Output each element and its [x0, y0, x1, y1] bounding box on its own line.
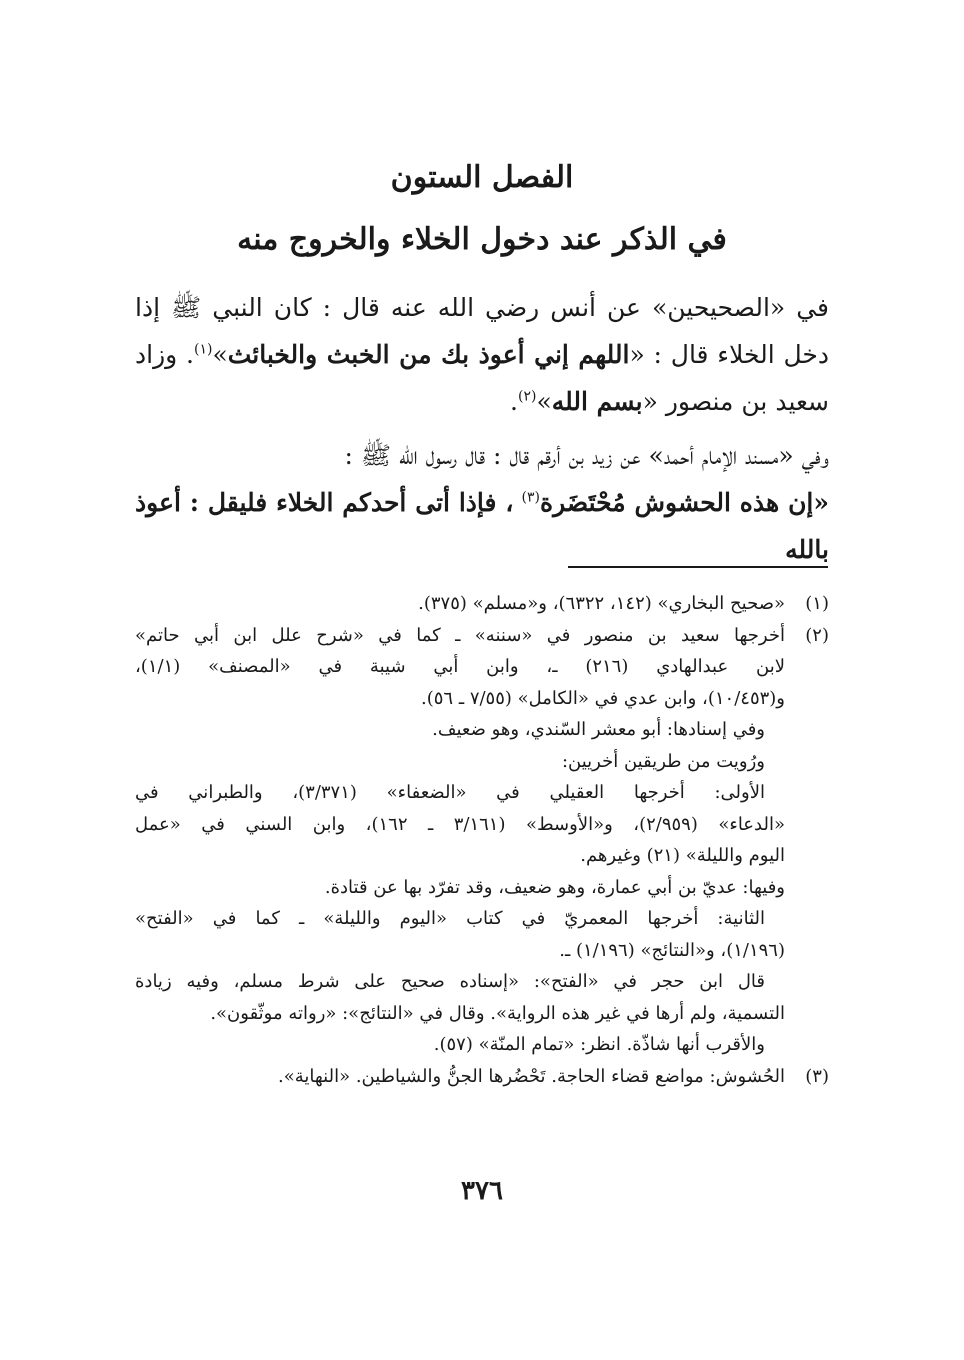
footnote-line: [135, 588, 829, 620]
footnote-line: [135, 777, 829, 809]
footnote-text: «صحيح البخاري» (١٤٢، ٦٣٢٢)، و«مسلم» (٣٧٥).: [418, 593, 785, 614]
body-paragraph-2: [135, 432, 829, 573]
footnote-text: اليوم والليلة» (٢١) وغيرهم.: [580, 845, 785, 866]
footnote-text: لابن عبدالهادي (٢١٦) ـ، وابن أبي شيبة في «المصنف» (١/١)،: [135, 656, 785, 677]
hadith-quote: «إن هذه الحشوش مُحْتَضَرة: [540, 488, 829, 517]
paragraph-text: في «الصحيحين» عن أنس رضي الله عنه قال : كان النبي ﷺ إذا دخل الخلاء قال : «: [135, 293, 830, 369]
paragraph-text: »: [212, 340, 228, 369]
footnote-line: [135, 1061, 829, 1093]
footnote-text: وفيها: عديّ بن أبي عمارة، وهو ضعيف، وقد تفرّد بها عن قتادة.: [324, 876, 785, 898]
footnote-text: والأقرب أنها شاذّة. انظر: «تمام المنّة» (٥٧).: [433, 1034, 765, 1055]
chapter-title: الفصل الستون: [390, 160, 574, 195]
chapter-subtitle: في الذكر عند دخول الخلاء والخروج منه: [237, 222, 727, 257]
footnote-line: [135, 872, 829, 904]
footnote-text: وفي إسنادها: أبو معشر السّندي، وهو ضعيف.: [432, 719, 765, 740]
footnote-text: و(١٠/٤٥٣)، وابن عدي في «الكامل» (٧/٥٥ ـ ٥٦).: [421, 687, 785, 709]
footnote-text: التسمية، ولم أرها في غير هذه الرواية». وقال في «النتائج»: «رواته موثّقون».: [210, 1002, 785, 1024]
footnote-text: أخرجها سعيد بن منصور في «سننه» ـ كما في «شرح علل ابن أبي حاتم»: [135, 624, 785, 646]
body-paragraph-1: [135, 284, 829, 425]
footnote-text: (١/١٩٦)، و«النتائج» (١/١٩٦) ـ.: [559, 939, 785, 961]
footnote-line: [135, 903, 829, 935]
footnote-line: [135, 998, 829, 1030]
footnote-line: [135, 935, 829, 967]
hadith-quote: ، فإذا أتى أحدكم الخلاء فليقل : أعوذ بالله: [135, 488, 829, 564]
footnote-line: [135, 966, 829, 998]
page-number: ٣٧٦: [461, 1176, 503, 1206]
hadith-quote: بسم الله: [551, 387, 643, 416]
footnote-line: [135, 651, 829, 683]
footnote-text: الأولى: أخرجها العقيلي في «الضعفاء» (٣/٣٧١)، والطبراني في: [135, 782, 766, 803]
hadith-quote: اللهم إني أعوذ بك من الخبث والخبائث: [227, 340, 630, 369]
footnote-number: (٢): [805, 624, 829, 646]
footnote-text: قال ابن حجر في «الفتح»: «إسناده صحيح على شرط مسلم، وفيه زيادة: [135, 971, 765, 992]
footnotes: [135, 588, 829, 1092]
footnote-line: [135, 620, 829, 652]
paragraph-text: »: [536, 387, 552, 416]
footnote-text: الثانية: أخرجها المعمريّ في كتاب «اليوم والليلة» ـ كما في «الفتح»: [135, 908, 765, 929]
footnote-line: [135, 683, 829, 715]
footnote-text: الحُشوش: مواضع قضاء الحاجة. تَحْضُرها الجنُّ والشياطين. «النهاية».: [278, 1065, 785, 1087]
footnote-line: [135, 746, 829, 778]
footnote-ref: (١): [193, 341, 213, 358]
footnote-number: (١): [805, 593, 829, 614]
footnote-ref: (٣): [521, 489, 540, 506]
footnote-text: «الدعاء» (٢/٩٥٩)، و«الأوسط» (٣/١٦١ ـ ١٦٢)، وابن السني في «عمل: [135, 813, 785, 835]
footnote-number: (٣): [805, 1065, 829, 1087]
footnote-line: [135, 714, 829, 746]
paragraph-text: . وزاد سعيد بن منصور «: [135, 340, 829, 416]
footnote-separator: [568, 566, 828, 568]
paragraph-text: وفي «مسند الإمام أحمد» عن زيد بن أرقم قال : قال رسول الله ﷺ :: [344, 441, 829, 470]
footnote-line: [135, 809, 829, 841]
paragraph-text: .: [510, 387, 518, 416]
footnote-line: [135, 840, 829, 872]
footnote-text: ورُويت من طريقين أخريين:: [561, 750, 765, 772]
footnote-line: [135, 1029, 829, 1061]
footnote-ref: (٢): [517, 388, 537, 405]
